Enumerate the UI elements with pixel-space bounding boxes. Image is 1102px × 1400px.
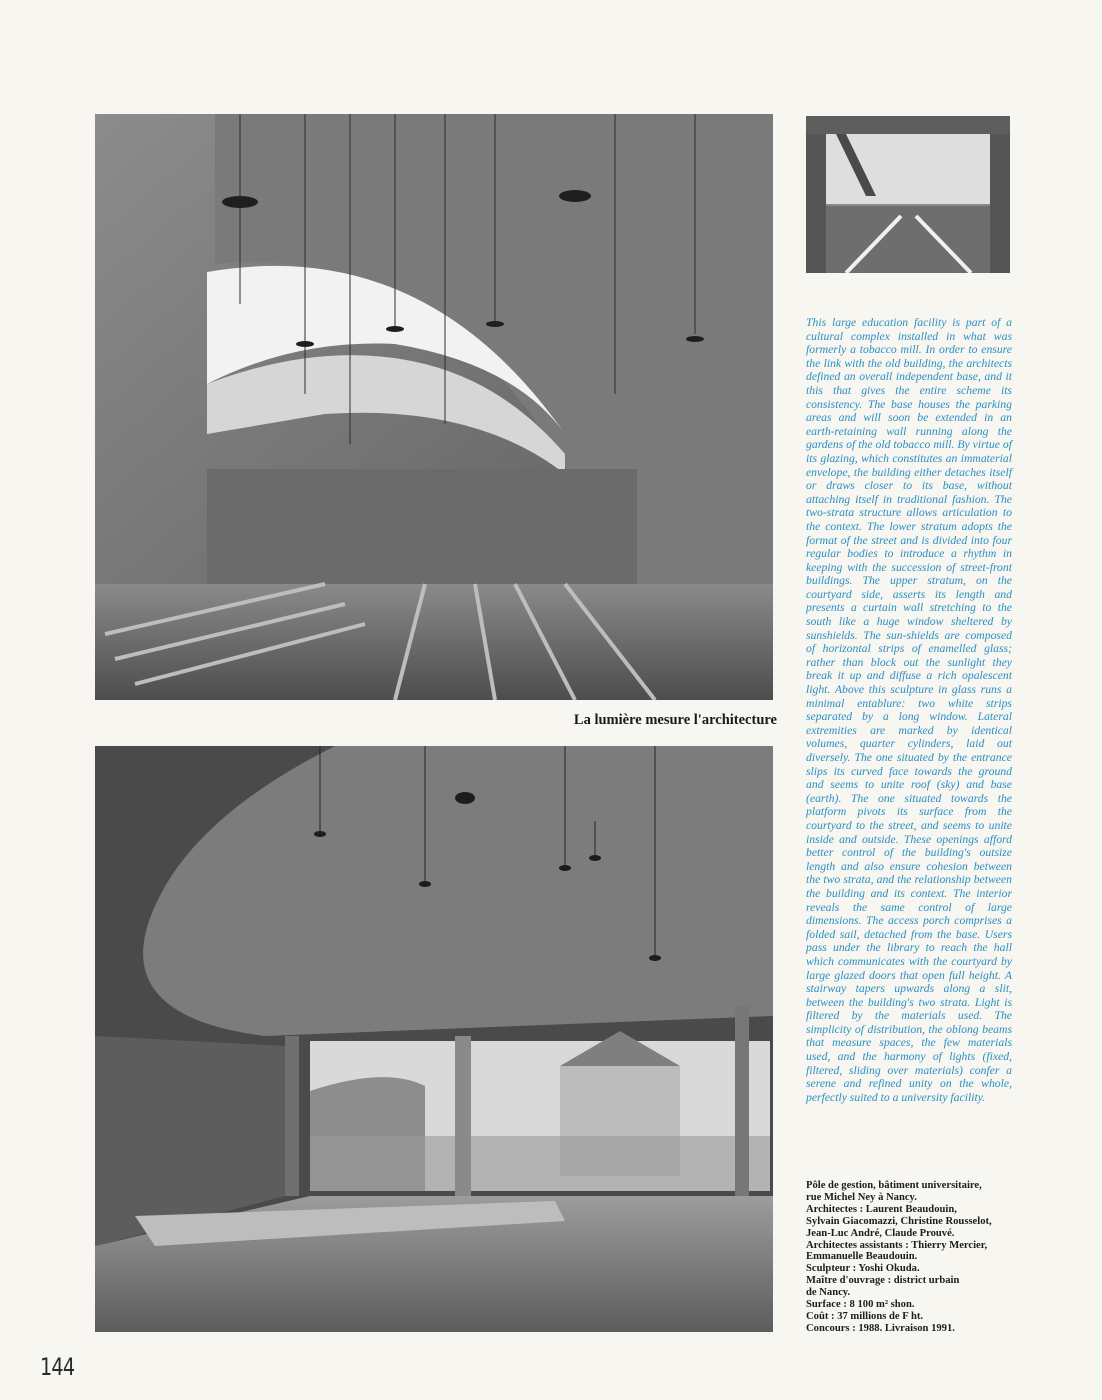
credit-line: Pôle de gestion, bâtiment universitaire,: [806, 1180, 982, 1191]
credit-line: Surface : 8 100 m² shon.: [806, 1299, 915, 1311]
credit-line: de Nancy.: [806, 1287, 851, 1299]
credit-line: Maître d'ouvrage : district urbain: [806, 1275, 960, 1287]
credit-line: Concours : 1988. Livraison 1991.: [806, 1322, 955, 1334]
project-credits: [806, 1180, 1016, 1335]
hall-windows-photo: [95, 746, 773, 1332]
credit-line: Coût : 37 millions de F ht.: [806, 1310, 924, 1322]
credit-line: Architectes : Laurent Beaudouin,: [806, 1203, 957, 1215]
credit-line: Emmanuelle Beaudouin.: [806, 1251, 918, 1263]
credit-line: Sculpteur : Yoshi Okuda.: [806, 1263, 920, 1275]
credit-line: Sylvain Giacomazzi, Christine Rousselot,: [806, 1215, 992, 1227]
page-number: 144: [40, 1353, 75, 1381]
reading-room-photo: [806, 116, 1010, 273]
credit-line: Architectes assistants : Thierry Mercier,: [806, 1239, 988, 1251]
photo-caption: La lumière mesure l'architecture: [573, 712, 777, 728]
lecture-hall-photo: [95, 114, 773, 700]
article-body: This large education facility is part of a cultural complex installed in what was formerly a tobacco mill. In order to ensure the link with the old building, the architects defined an overall independent base, and it this that gives the entire scheme its consistency. The base houses the parking areas and will soon be extended in an earth-retaining wall running along the gardens of the old tobacco mill. By virtue of its glazing, which constitutes an immaterial envelope, the building either detaches itself or draws closer to its base, without attaching itself in traditional fashion. The two-strata structure allows articulation to the context. The lower stratum adopts the format of the street and is divided into four regular bodies to introduce a rhythm in keeping with the succession of street-front buildings. The upper stratum, on the courtyard side, asserts its length and presents a curtain wall stretching to the south like a huge window sheltered by sunshields. The sun-shields are composed of horizontal strips of enamelled glass; rather than block out the sunlight they break it up and diffuse a rich opalescent light. Above this sculpture in glass runs a minimal entablure: two white strips separated by a long window. Lateral extremities are marked by identical volumes, quarter cylinders, laid out diversely. The one situated by the entrance slips its curved face towards the ground and seems to unite roof (sky) and base (earth). The one situated towards the platform pivots its surface from the courtyard to the street, and seems to unite inside and outside. These openings afford better control of the building's outsize length and also ensure cohesion between the two strata, and the relationship between the building and its context. The interior reveals the same control of large dimensions. The access porch comprises a folded sail, detached from the base. Users pass under the library to reach the hall which communicates with the courtyard by large glazed doors that open full height. A stairway tapers upwards along a slit, between the building's two strata. Light is filtered by the materials used. The simplicity of distribution, the oblong beams that measure spaces, the few materials used, and the harmony of lights (fixed, filtered, sliding over materials) confer a serene and refined unity on the whole, perfectly suited to a university facility.: [806, 316, 1012, 1104]
credit-line: rue Michel Ney à Nancy.: [806, 1191, 917, 1203]
credit-line: Jean-Luc André, Claude Prouvé.: [806, 1227, 955, 1239]
